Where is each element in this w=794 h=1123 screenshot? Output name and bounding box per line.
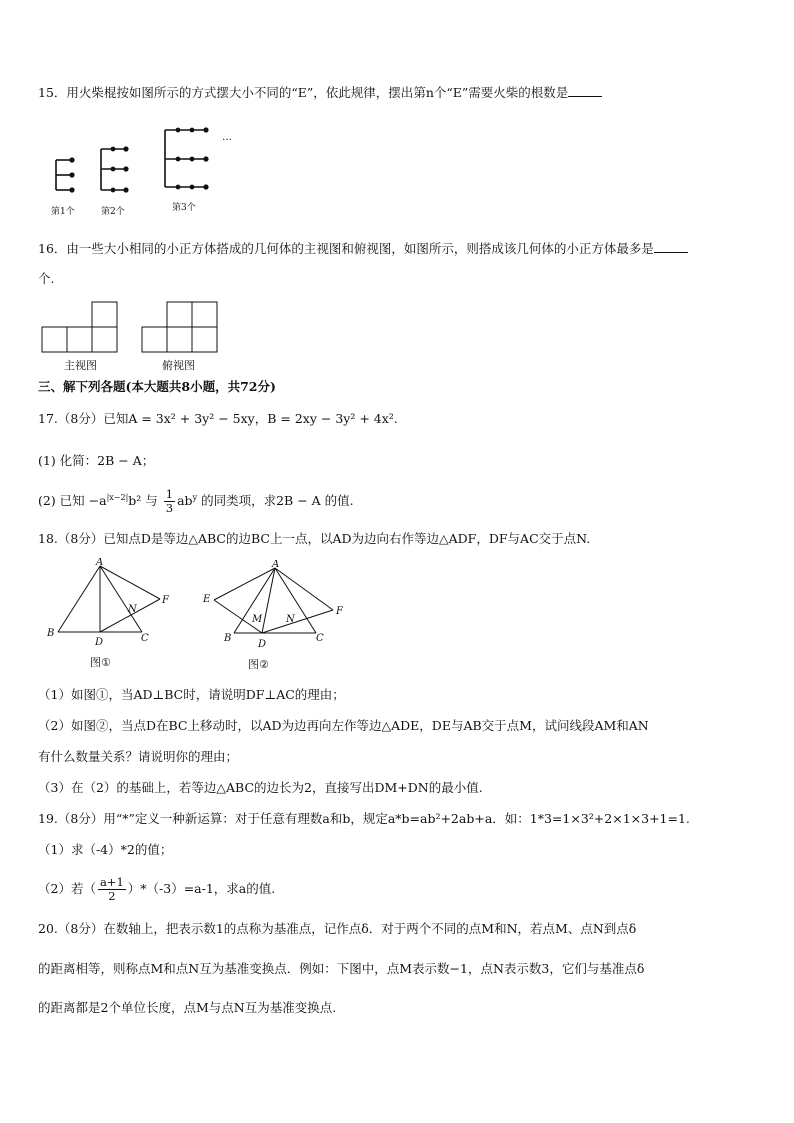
q19-part2: （2）若（ $\frac{a+1}{2}$ ）*（-3）=a-1，求a的值. xyxy=(38,875,276,903)
q20-line2: 的距离相等，则称点M和点N互为基准变换点．例如：下图中，点M表示数−1，点N表示数3，它们与基准点δ xyxy=(38,961,645,976)
label-e: E xyxy=(203,594,211,605)
label-f: F xyxy=(336,606,343,617)
q15-ellipsis: … xyxy=(222,132,232,143)
fraction-a-plus-1-over-2: $\frac{a+1}{2}$ xyxy=(99,875,124,903)
top-view-caption: 俯视图 xyxy=(162,359,195,372)
triangle-diagram-2 xyxy=(200,560,360,655)
q19-part1: （1）求（-4）*2的值； xyxy=(38,842,173,857)
fraction-one-third: $\frac{1}{3}$ xyxy=(165,487,174,515)
label-c: C xyxy=(141,633,149,644)
section-3-heading: 三、解下列各题(本大题共8小题，共72分) xyxy=(38,379,276,394)
label-f: F xyxy=(162,595,169,606)
q18-part1: （1）如图①，当AD⊥BC时，请说明DF⊥AC的理由； xyxy=(38,687,345,702)
q18-part3: （3）在（2）的基础上，若等边△ABC的边长为2，直接写出DM+DN的最小值. xyxy=(38,780,483,795)
q16-line1: 16．由一些大小相同的小正方体搭成的几何体的主视图和俯视图，如图所示，则搭成该几何体的小正方体最多是 xyxy=(38,240,688,258)
q16-line2: 个. xyxy=(38,271,55,286)
q15-figure xyxy=(46,122,246,218)
q18-figure-2 xyxy=(200,560,360,670)
figure-2-caption: 图② xyxy=(248,658,269,671)
label-a: A xyxy=(96,558,104,568)
label-a: A xyxy=(272,560,280,570)
label-d: D xyxy=(258,639,267,650)
q20-line3: 的距离都是2个单位长度，点M与点N互为基准变换点. xyxy=(38,1000,337,1015)
label-m: M xyxy=(252,614,263,625)
label-n: N xyxy=(286,614,295,625)
answer-blank xyxy=(654,240,688,253)
q15-text: 15．用火柴棍按如图所示的方式摆大小不同的“E”，依此规律，摆出第n个“E”需要火柴的根数是 xyxy=(38,84,602,102)
q18-figure-1 xyxy=(40,558,180,670)
q17-part1: (1) 化简：2B − A； xyxy=(38,453,155,468)
front-view-caption: 主视图 xyxy=(64,359,97,372)
q19-stem: 19.（8分）用“*”定义一种新运算：对于任意有理数a和b，规定a*b=ab²+2ab+a．如：1*3=1×3²+2×1×3+1=1. xyxy=(38,811,690,826)
label-b: B xyxy=(224,633,232,644)
q17-stem: 17.（8分）已知A = 3x² + 3y² − 5xy，B = 2xy − 3y² + 4x². xyxy=(38,411,398,426)
triangle-diagram-1 xyxy=(40,558,180,653)
label-b: B xyxy=(47,628,55,639)
three-view-diagram xyxy=(40,300,230,356)
figure-1-caption: 图① xyxy=(90,656,111,669)
q18-stem: 18.（8分）已知点D是等边△ABC的边BC上一点，以AD为边向右作等边△ADF，DF与AC交于点N. xyxy=(38,531,591,546)
matchstick-e-diagram xyxy=(46,122,246,218)
label-d: D xyxy=(95,637,104,648)
q20-line1: 20.（8分）在数轴上，把表示数1的点称为基准点，记作点δ．对于两个不同的点M和N，若点M、点N到点δ xyxy=(38,921,637,936)
q18-part2a: （2）如图②，当点D在BC上移动时，以AD为边再向左作等边△ADE，DE与AB交于点M，试问线段AM和AN xyxy=(38,718,649,733)
q18-part2b: 有什么数量关系？请说明你的理由； xyxy=(38,749,239,764)
answer-blank xyxy=(568,84,602,97)
q15-caption-2: 第2个 xyxy=(101,207,125,217)
q15-caption-3: 第3个 xyxy=(172,203,196,213)
q16-figure xyxy=(40,300,230,374)
q15-caption-1: 第1个 xyxy=(51,207,75,217)
label-n: N xyxy=(128,604,137,615)
q17-part2: (2) 已知 $-a^{|x-2|}b^2$ 与 $\frac{1}{3}$ $ab^y$ 的同类项，求2B − A 的值. xyxy=(38,487,354,515)
label-c: C xyxy=(316,633,324,644)
